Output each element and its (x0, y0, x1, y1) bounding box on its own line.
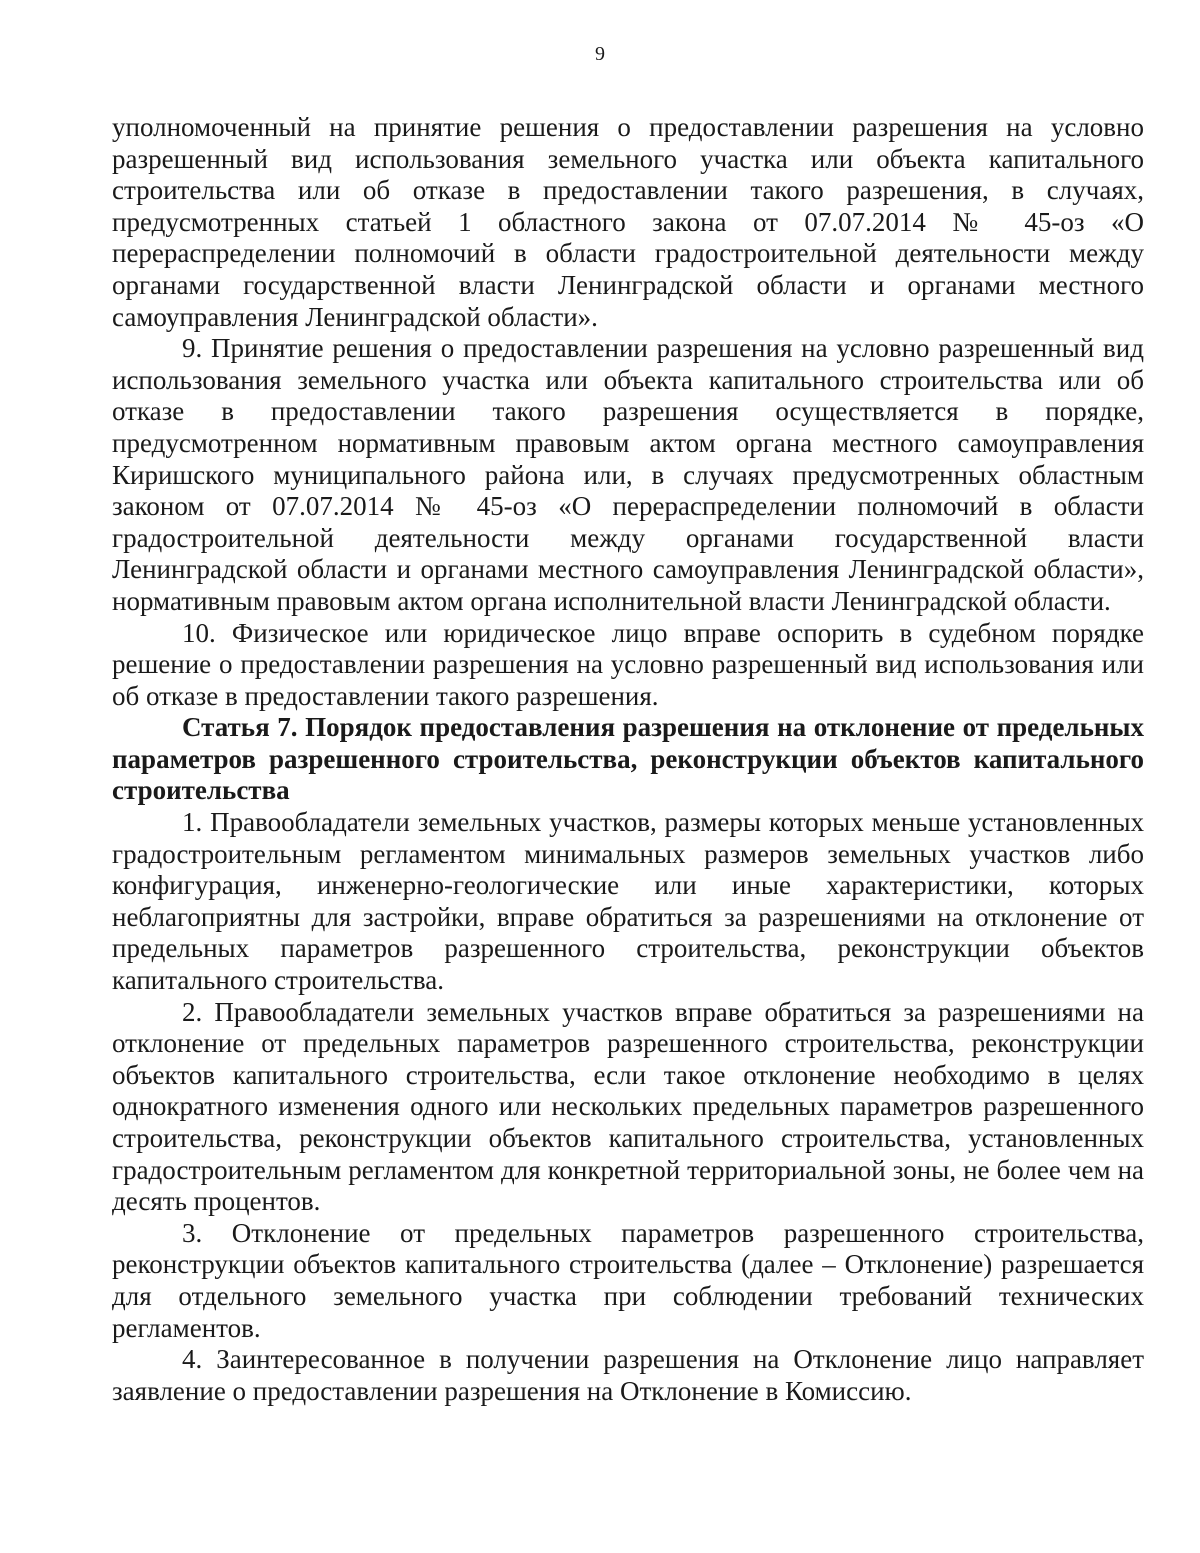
document-body (112, 112, 1144, 1407)
paragraph-item-10: 10. Физическое или юридическое лицо вправе оспорить в судебном порядке решение о предоставлении разрешения на условно разрешенный вид использования или об отказе в предоставлении такого разрешения. (112, 617, 1144, 711)
article-7-item-4: 4. Заинтересованное в получении разрешения на Отклонение лицо направляет заявление о предоставлении разрешения на Отклонение в Комиссию. (112, 1344, 1144, 1406)
article-7-item-3: 3. Отклонение от предельных параметров разрешенного строительства, реконструкции объектов капитального строительства (далее – Отклонение) разрешается для отдельного земельного участка при соблюдении требований технических регламентов. (112, 1217, 1144, 1343)
paragraph-continuation: уполномоченный на принятие решения о предоставлении разрешения на условно разрешенный вид использования земельного участка или объекта капитального строительства или об отказе в предоставлении такого разрешения, в случаях, предусмотренных статьей 1 областного закона от 07.07.2014 № 45-оз «О перераспределении полномочий в области градостроительной деятельности между органами государственной власти Ленинградской области и органами местного самоуправления Ленинградской области». (112, 112, 1144, 332)
article-7-heading: Статья 7. Порядок предоставления разрешения на отклонение от предельных параметров разрешенного строительства, реконструкции объектов капитального строительства (112, 712, 1144, 806)
article-7-item-1: 1. Правообладатели земельных участков, размеры которых меньше установленных градостроительным регламентом минимальных размеров земельных участков либо конфигурация, инженерно-геологические или иные характеристики, которых неблагоприятны для застройки, вправе обратиться за разрешениями на отклонение от предельных параметров разрешенного строительства, реконструкции объектов капитального строительства. (112, 807, 1144, 996)
paragraph-item-9: 9. Принятие решения о предоставлении разрешения на условно разрешенный вид использования земельного участка или объекта капитального строительства или об отказе в предоставлении такого разрешения осуществляется в порядке, предусмотренном нормативным правовым актом органа местного самоуправления Киришского муниципального района или, в случаях предусмотренных областным законом от 07.07.2014 № 45-оз «О перераспределении полномочий в области градостроительной деятельности между органами государственной власти Ленинградской области и органами местного самоуправления Ленинградской области», нормативным правовым актом органа исполнительной власти Ленинградской области. (112, 333, 1144, 616)
article-7-item-2: 2. Правообладатели земельных участков вправе обратиться за разрешениями на отклонение от предельных параметров разрешенного строительства, реконструкции объектов капитального строительства, если такое отклонение необходимо в целях однократного изменения одного или нескольких предельных параметров разрешенного строительства, реконструкции объектов капитального строительства, установленных градостроительным регламентом для конкретной территориальной зоны, не более чем на десять процентов. (112, 996, 1144, 1217)
page-number: 9 (595, 43, 605, 65)
